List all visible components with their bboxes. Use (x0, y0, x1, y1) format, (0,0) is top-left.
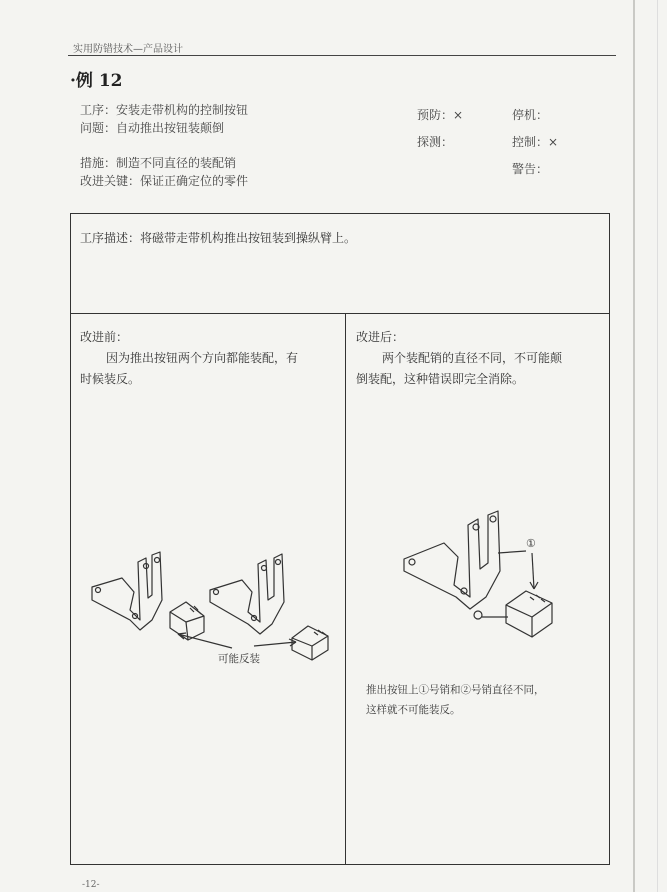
info-prevent: 预防：× (417, 108, 464, 122)
after-caption-1: 推出按钮上①号销和②号销直径不同， (366, 684, 545, 696)
before-figure-label: 可能反装 (218, 653, 260, 665)
page-edge-line (657, 0, 658, 892)
running-header: 实用防错技术—产品设计 (73, 44, 183, 55)
info-warning: 警告： (512, 162, 549, 176)
before-line-2: 时候装反。 (80, 372, 141, 386)
before-heading: 改进前： (80, 330, 129, 344)
process-description: 工序描述：将磁带走带机构推出按钮装到操纵臂上。 (80, 231, 357, 245)
header-rule (68, 55, 616, 56)
info-measure: 措施：制造不同直径的装配销 (80, 156, 237, 170)
example-title: ·例 12 (70, 71, 123, 91)
info-stop: 停机： (512, 108, 549, 122)
info-problem: 问题：自动推出按钮装颠倒 (80, 121, 225, 135)
after-caption-2: 这样就不可能装反。 (366, 704, 461, 716)
before-line-1: 因为推出按钮两个方向都能装配，有 (106, 351, 299, 365)
after-line-2: 倒装配，这种错误即完全消除。 (356, 372, 525, 386)
column-divider (345, 313, 346, 865)
info-process: 工序：安装走带机构的控制按钮 (80, 103, 249, 117)
after-line-1: 两个装配销的直径不同，不可能颠 (382, 351, 563, 365)
page-edge-shadow (633, 0, 635, 892)
before-figure (82, 540, 342, 680)
page-number: -12- (82, 880, 100, 890)
info-control: 控制：× (512, 135, 559, 149)
info-detect: 探测： (417, 135, 454, 149)
after-figure (398, 505, 568, 655)
description-divider (70, 313, 610, 314)
info-key: 改进关键：保证正确定位的零件 (80, 174, 249, 188)
after-callout-1: ① (526, 537, 536, 550)
after-heading: 改进后： (356, 330, 405, 344)
